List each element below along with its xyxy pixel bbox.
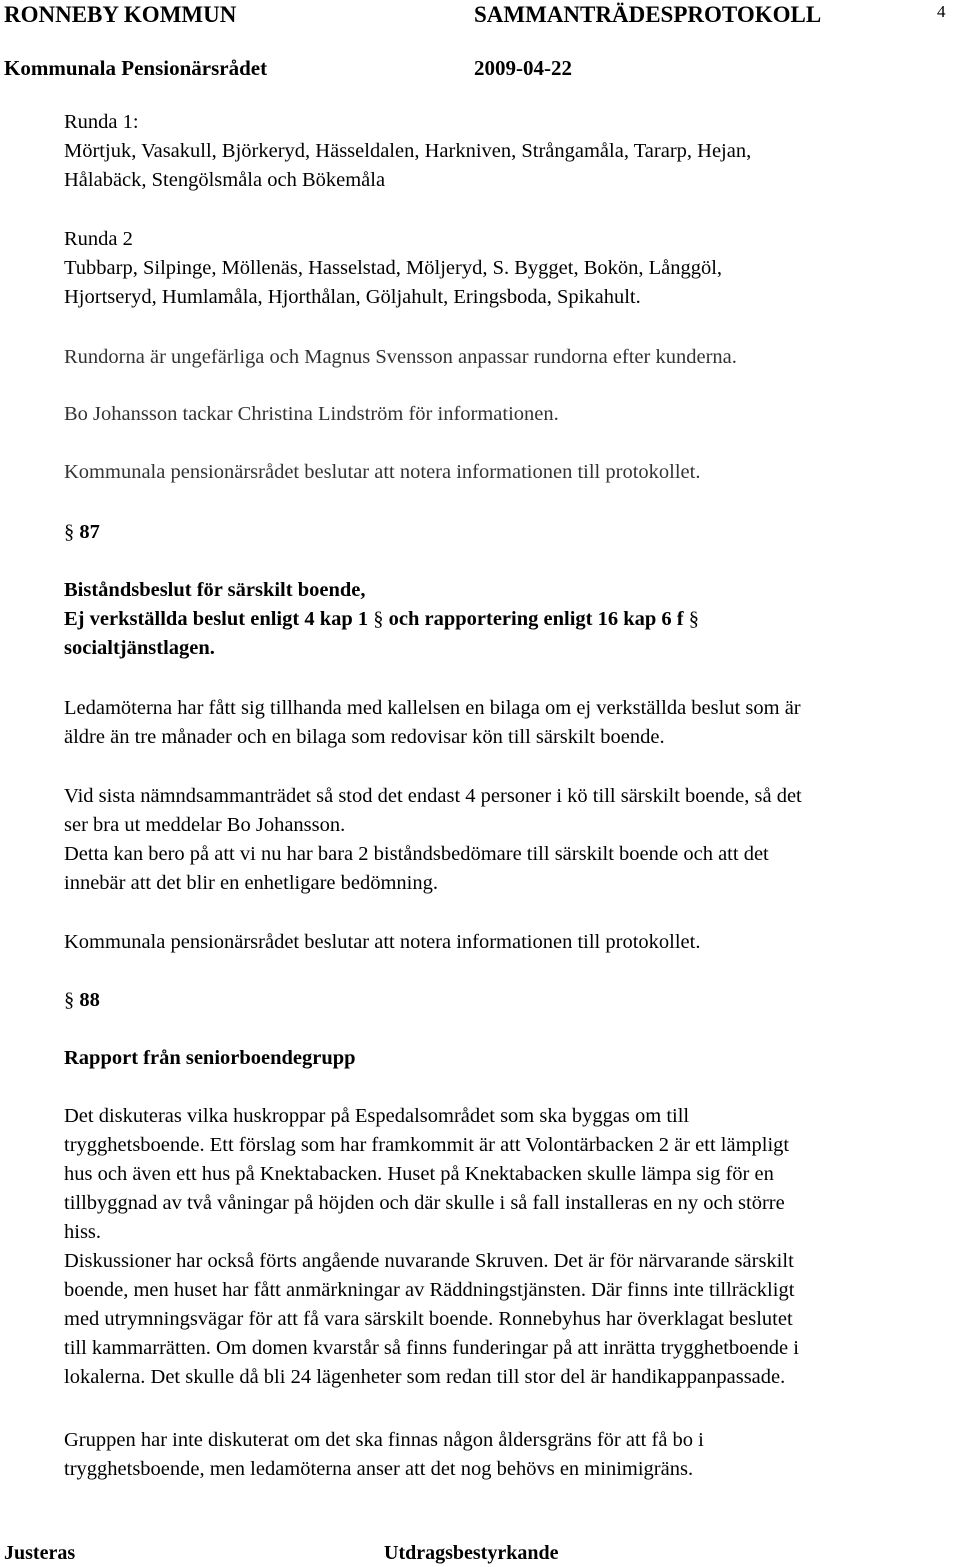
paragraph-tackar: Bo Johansson tackar Christina Lindström för informationen. xyxy=(64,403,559,425)
paragraph-rundorna: Rundorna är ungefärliga och Magnus Svensson anpassar rundorna efter kunderna. xyxy=(64,346,737,368)
text-line: trygghetsboende, men ledamöterna anser att det nog behövs en minimigräns. xyxy=(64,1458,694,1480)
council-name: Kommunala Pensionärsrådet xyxy=(4,56,268,80)
section-title-line xyxy=(64,605,954,634)
footer-justeras: Justeras xyxy=(4,1542,76,1564)
section-88-heading xyxy=(64,986,954,1015)
section-88-paragraph-1 xyxy=(64,1102,954,1392)
title-text: Ej verkställda beslut enligt 4 kap 1 xyxy=(64,608,369,630)
section-sign-icon: § xyxy=(688,608,699,630)
runda2-line: Tubbarp, Silpinge, Möllenäs, Hasselstad, Möljeryd, S. Bygget, Bokön, Långgöl, xyxy=(64,257,723,279)
municipality-name: RONNEBY KOMMUN xyxy=(4,2,237,27)
section-sign-icon: § xyxy=(64,521,75,543)
section-87-title xyxy=(64,576,954,663)
text-line: Ledamöterna har fått sig tillhanda med kallelsen en bilaga om ej verkställda beslut som är xyxy=(64,697,801,719)
text-line: Vid sista nämndsammanträdet så stod det endast 4 personer i kö till särskilt boende, så det xyxy=(64,785,802,807)
section-88-paragraph-2 xyxy=(64,1426,954,1484)
text-line: med utrymningsvägar för att få vara särskilt boende. Ronnebyhus har överklagat beslutet xyxy=(64,1308,793,1330)
text-line: ser bra ut meddelar Bo Johansson. xyxy=(64,814,346,836)
text-line: innebär att det blir en enhetligare bedömning. xyxy=(64,872,438,894)
text-line: Diskussioner har också förts angående nuvarande Skruven. Det är för närvarande särskilt xyxy=(64,1250,794,1272)
text-line: äldre än tre månader och en bilaga som redovisar kön till särskilt boende. xyxy=(64,726,665,748)
runda2-title: Runda 2 xyxy=(64,228,133,250)
text-line: hus och även ett hus på Knektabacken. Huset på Knektabacken skulle lämpa sig för en xyxy=(64,1163,774,1185)
meeting-date: 2009-04-22 xyxy=(474,56,572,80)
section-88-title: Rapport från seniorboendegrupp xyxy=(64,1047,356,1069)
runda2-line: Hjortseryd, Humlamåla, Hjorthålan, Göljahult, Eringsboda, Spikahult. xyxy=(64,286,641,308)
section-number: 87 xyxy=(79,521,100,543)
page-number: 4 xyxy=(937,2,946,21)
text-line: trygghetsboende. Ett förslag som har framkommit är att Volontärbacken 2 är ett lämpligt xyxy=(64,1134,790,1156)
document-type: SAMMANTRÄDESPROTOKOLL xyxy=(474,2,822,27)
section-sign-icon: § xyxy=(64,989,75,1011)
text-line: till kammarrätten. Om domen kvarstår så finns funderingar på att inrätta trygghetboende i xyxy=(64,1337,799,1359)
text-line: boende, men huset har fått anmärkningar av Räddningstjänsten. Där finns inte tillräckligt xyxy=(64,1279,795,1301)
decision-paragraph: Kommunala pensionärsrådet beslutar att notera informationen till protokollet. xyxy=(64,461,701,483)
text-line: Detta kan bero på att vi nu har bara 2 biståndsbedömare till särskilt boende och att det xyxy=(64,843,769,865)
text-line: lokalerna. Det skulle då bli 24 lägenheter som redan till stor del är handikappanpassade. xyxy=(64,1366,786,1388)
runda1-title: Runda 1: xyxy=(64,111,139,133)
section-title-line: socialtjänstlagen. xyxy=(64,637,215,659)
section-sign-icon: § xyxy=(373,608,384,630)
runda1-block xyxy=(64,108,954,195)
text-line: Det diskuteras vilka huskroppar på Espedalsområdet som ska byggas om till xyxy=(64,1105,690,1127)
runda1-line: Hålabäck, Stengölsmåla och Bökemåla xyxy=(64,169,386,191)
section-title-line: Biståndsbeslut för särskilt boende, xyxy=(64,579,366,601)
runda1-line: Mörtjuk, Vasakull, Björkeryd, Hässeldalen, Harkniven, Strångamåla, Tararp, Hejan, xyxy=(64,140,752,162)
section-number: 88 xyxy=(79,989,100,1011)
section-87-paragraph-2 xyxy=(64,782,954,898)
title-text: och rapportering enligt 16 kap 6 f xyxy=(388,608,684,630)
runda2-block xyxy=(64,225,954,312)
text-line: hiss. xyxy=(64,1221,102,1243)
text-line: Gruppen har inte diskuterat om det ska finnas någon åldersgräns för att få bo i xyxy=(64,1429,704,1451)
section-87-heading xyxy=(64,518,954,547)
footer-utdragsbestyrkande: Utdragsbestyrkande xyxy=(384,1542,559,1564)
text-line: tillbyggnad av två våningar på höjden och där skulle i så fall installeras en ny och större xyxy=(64,1192,785,1214)
section-87-decision: Kommunala pensionärsrådet beslutar att notera informationen till protokollet. xyxy=(64,931,701,953)
section-87-paragraph-1 xyxy=(64,694,954,752)
